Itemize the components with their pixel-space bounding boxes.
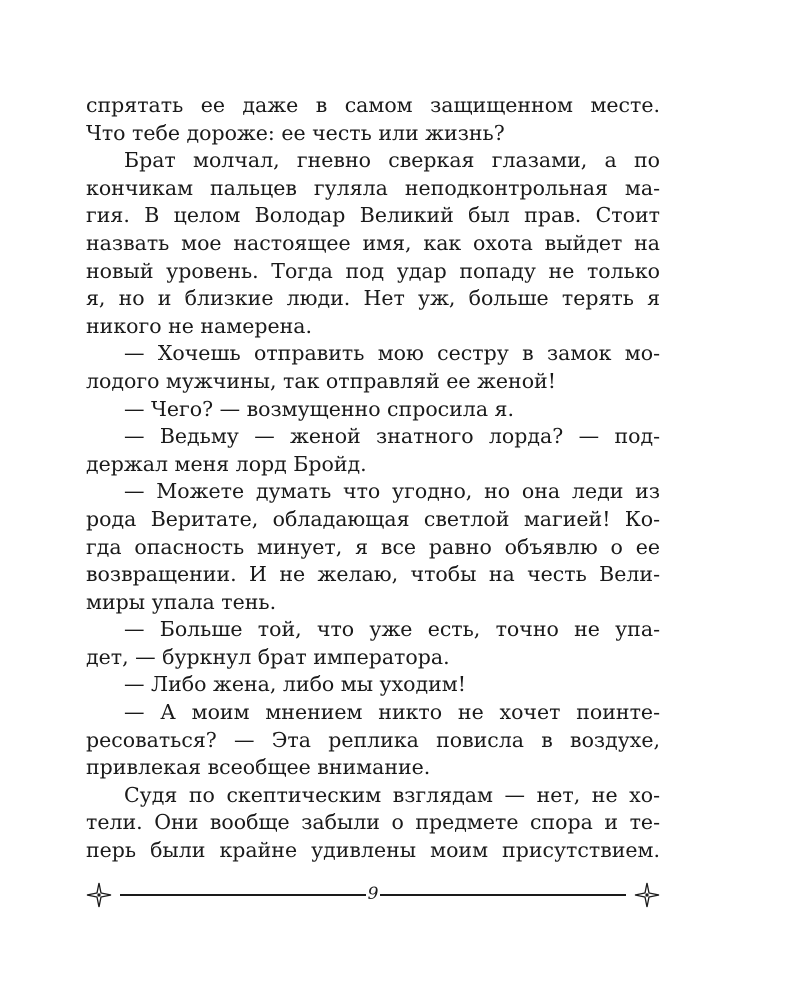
text-line: ресоваться? — Эта реплика повисла в воздухе, xyxy=(86,727,660,752)
text-line: миры упала тень. xyxy=(86,589,277,614)
text-line: — Больше той, что уже есть, точно не упа- xyxy=(124,617,660,642)
text-line: никого не намерена. xyxy=(86,313,313,338)
text-line: дет, — буркнул брат императора. xyxy=(86,644,450,669)
footer-rule-left xyxy=(120,894,366,896)
page-number: 9 xyxy=(367,884,379,904)
page-footer xyxy=(86,878,660,912)
text-line: новый уровень. Тогда под удар попаду не только xyxy=(86,258,660,283)
text-line: — Хочешь отправить мою сестру в замок мо- xyxy=(124,341,660,366)
ornament-star-icon xyxy=(86,882,112,908)
text-line: перь были крайне удивлены моим присутствием. xyxy=(86,838,660,863)
text-line: гия. В целом Володар Великий был прав. Стоит xyxy=(86,203,660,228)
footer-rule-right xyxy=(380,894,626,896)
text-line: — Либо жена, либо мы уходим! xyxy=(124,672,466,697)
text-line: — Можете думать что угодно, но она леди из xyxy=(124,479,660,504)
text-line: — А моим мнением никто не хочет поинте- xyxy=(124,700,660,725)
text-line: спрятать ее даже в самом защищенном месте. xyxy=(86,93,660,117)
text-line: Судя по скептическим взглядам — нет, не хо- xyxy=(124,782,660,807)
text-line: рода Веритате, обладающая светлой магией! Ко- xyxy=(86,506,660,531)
text-line: кончикам пальцев гуляла неподконтрольная ма- xyxy=(86,175,660,200)
text-line: возвращении. И не желаю, чтобы на честь Вели- xyxy=(86,562,660,587)
text-line: — Ведьму — женой знатного лорда? — под- xyxy=(124,424,660,449)
text-line: лодого мужчины, так отправляй ее женой! xyxy=(86,368,556,393)
text-line: держал меня лорд Бройд. xyxy=(86,451,367,476)
text-line: я, но и близкие люди. Нет уж, больше терять я xyxy=(86,286,660,311)
ornament-star-icon xyxy=(634,882,660,908)
text-line: гда опасность минует, я все равно объявлю о ее xyxy=(86,534,660,559)
text-line: Брат молчал, гневно сверкая глазами, а по xyxy=(124,148,660,173)
text-line: тели. Они вообще забыли о предмете спора и те- xyxy=(86,810,660,835)
text-line: назвать мое настоящее имя, как охота выйдет на xyxy=(86,230,660,255)
body-text xyxy=(86,92,660,865)
text-line: привлекая всеобщее внимание. xyxy=(86,755,431,780)
text-line: Что тебе дороже: ее честь или жизнь? xyxy=(86,120,505,145)
text-line: — Чего? — возмущенно спросила я. xyxy=(124,396,515,421)
